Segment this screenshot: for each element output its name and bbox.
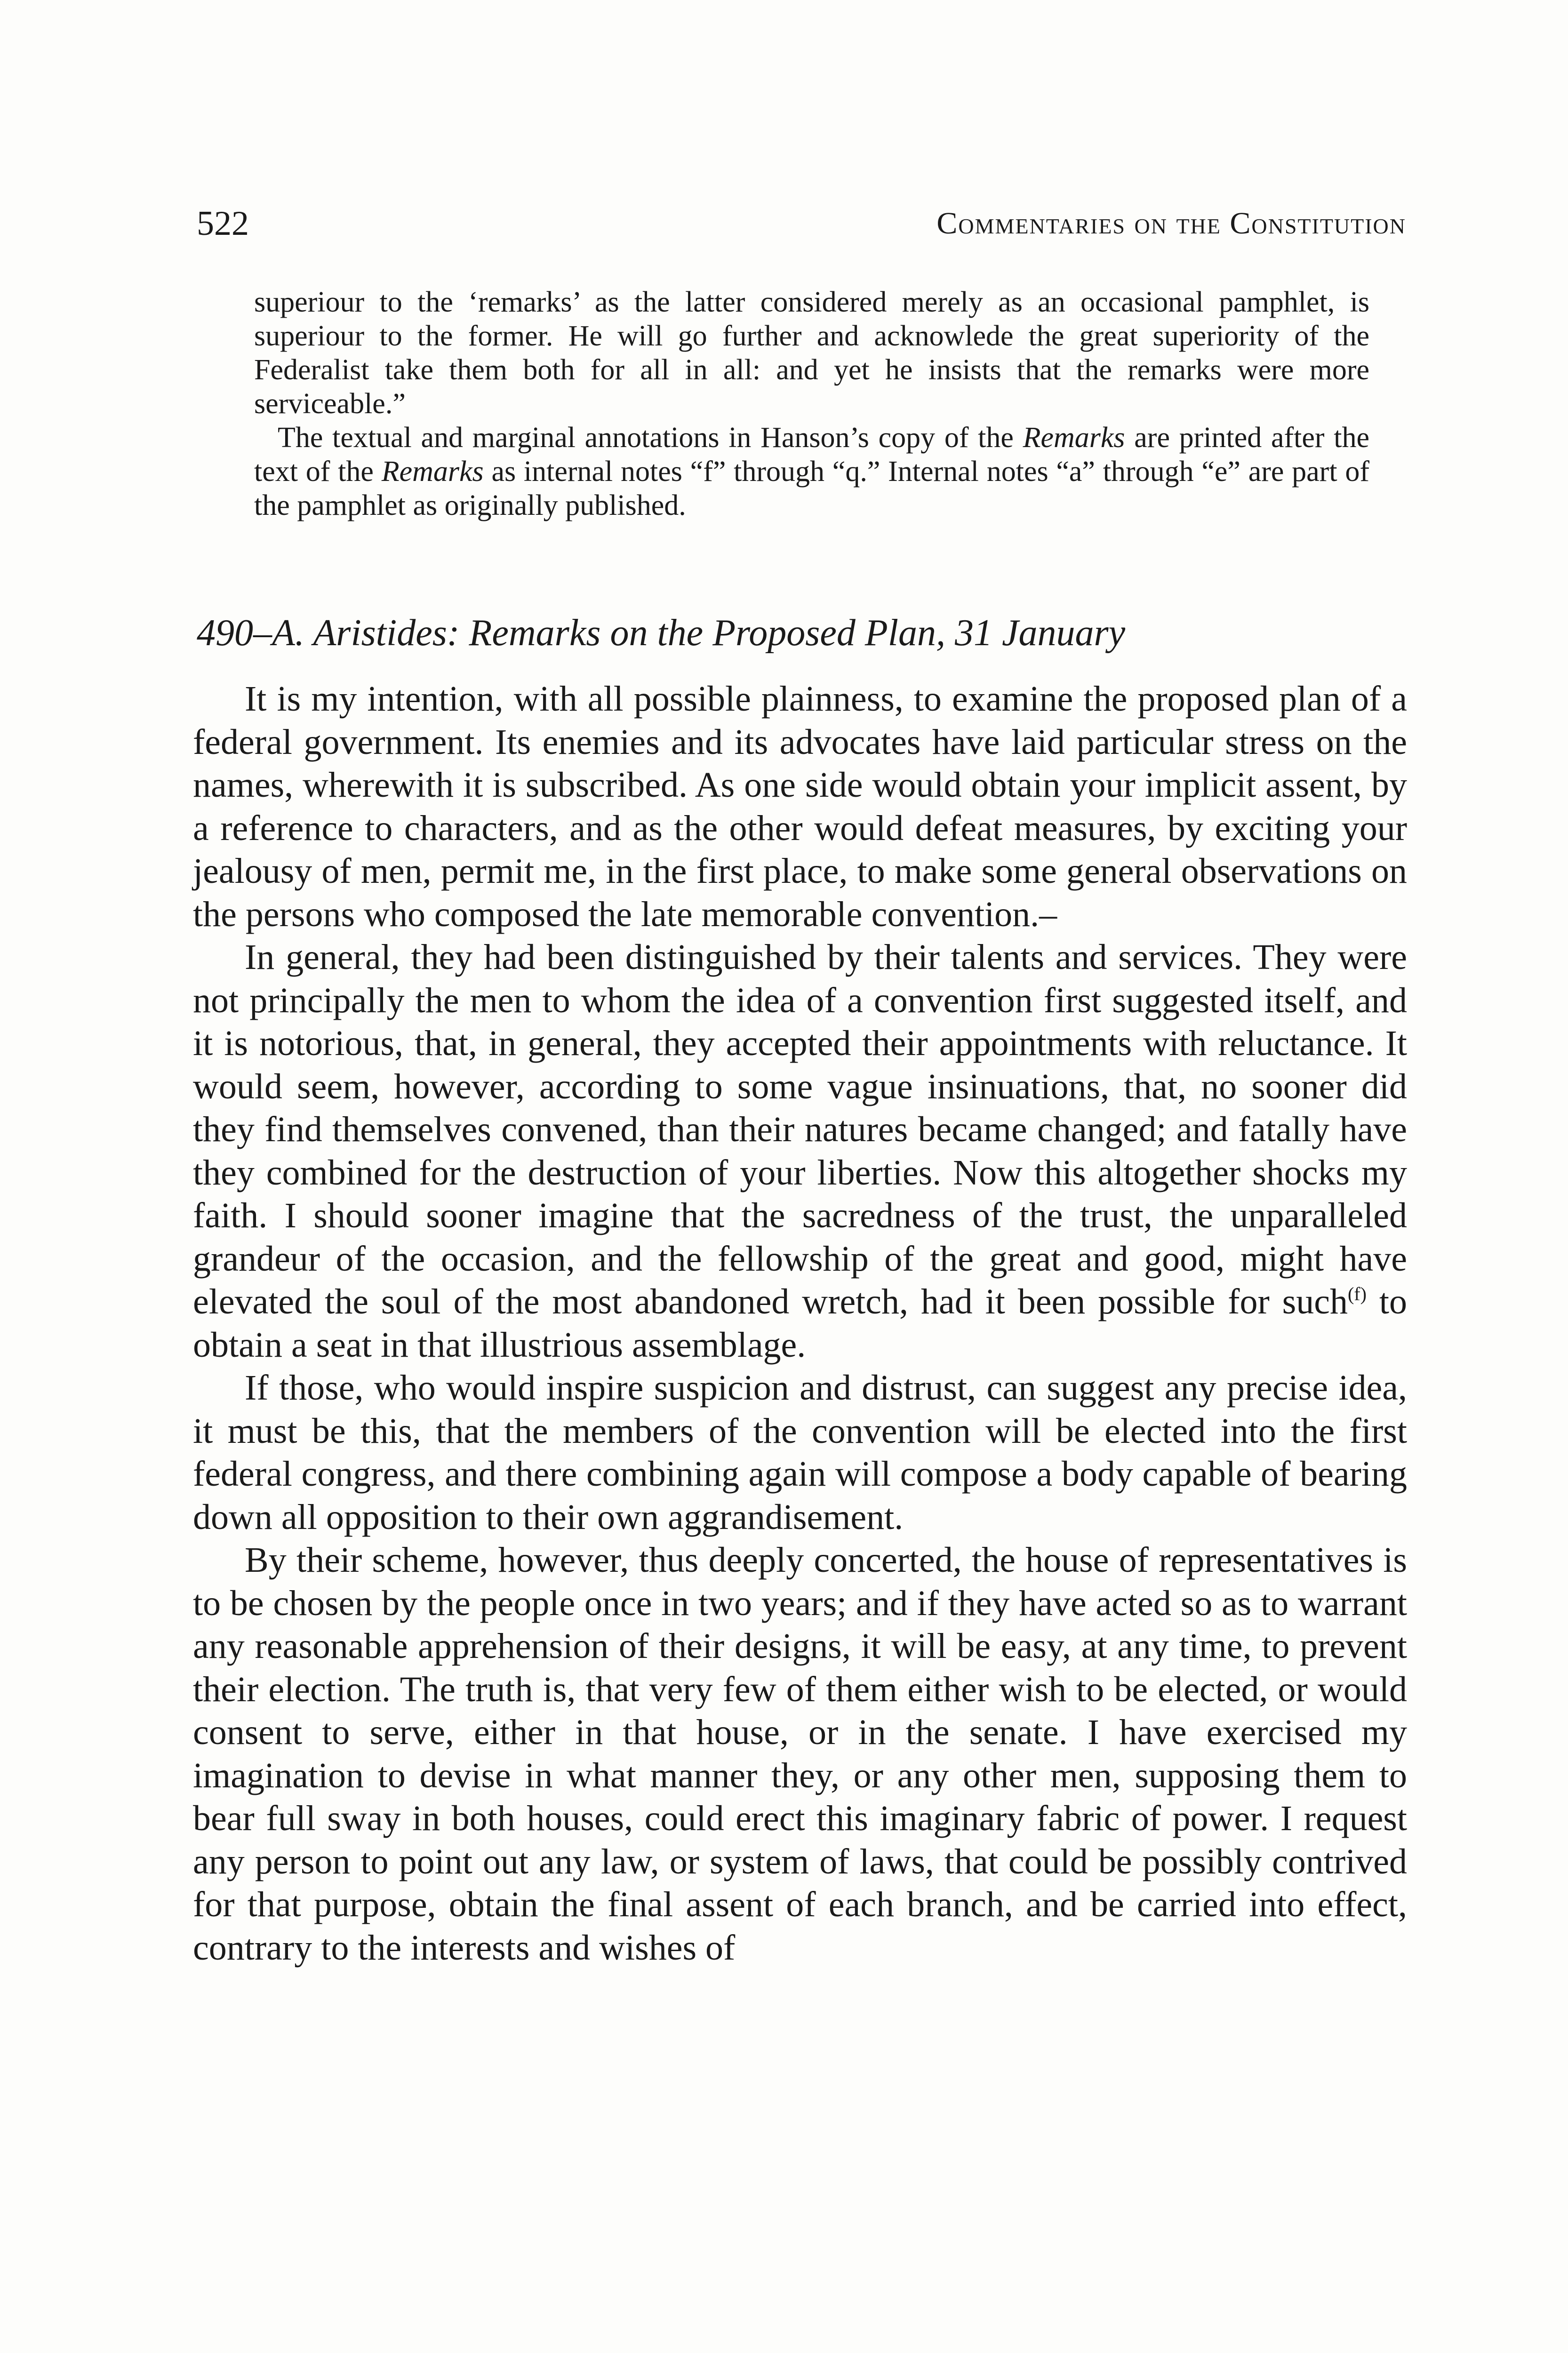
footnote-marker: (f) [1347, 1283, 1367, 1305]
document-body [193, 678, 1407, 1969]
running-head [197, 198, 1406, 249]
page-number: 522 [197, 204, 249, 243]
body-text: to obtain a seat in that illustrious assemblage. [193, 1282, 1407, 1365]
editorial-note [254, 285, 1369, 522]
intro-text: are printed after the text of the [254, 422, 1369, 488]
body-paragraph-2 [193, 936, 1407, 1367]
intro-italic-title: Remarks [1023, 422, 1125, 454]
document-title: Aristides: Remarks on the Proposed Plan, 31 January [313, 612, 1126, 654]
body-paragraph-1: It is my intention, with all possible plainness, to examine the proposed plan of a federal government. Its enemies and its advocates have laid particular stress on the names, wherewith it is subscribed. As one side would obtain your implicit assent, by a reference to characters, and as the other would defeat measures, by exciting your jealousy of men, permit me, in the first place, to make some general observations on the persons who composed the late memorable convention.– [193, 679, 1407, 934]
body-paragraph-3: If those, who would inspire suspicion and distrust, can suggest any precise idea, it must be this, that the members of the convention will be elected into the first federal congress, and there combining again will compose a body capable of bearing down all opposition to their own aggrandisement. [193, 1368, 1407, 1537]
intro-italic-title: Remarks [381, 456, 484, 488]
intro-paragraph-1: superiour to the ‘remarks’ as the latter considered merely as an occasional pamphlet, is superiour to the former. He will go further and acknowlede the great superiority of the Federalist take them both for all in all: and yet he insists that the remarks were more serviceable.” [254, 286, 1369, 420]
running-title: Commentaries on the Constitution [936, 206, 1406, 240]
intro-paragraph-2 [254, 421, 1369, 522]
document-number: 490–A. [197, 612, 304, 654]
intro-text: as internal notes “f” through “q.” Internal notes “a” through “e” are part of the pamphlet as originally published. [254, 456, 1369, 521]
body-text: In general, they had been distinguished by their talents and services. They were not principally the men to whom the idea of a convention first suggested itself, and it is notorious, that, in general, they accepted their appointments with reluctance. It would seem, however, according to some vague insinuations, that, no sooner did they find themselves convened, than their natures became changed; and fatally have they combined for the destruction of your liberties. Now this altogether shocks my faith. I should sooner imagine that the sacredness of the trust, the unparalleled grandeur of the occasion, and the fellowship of the great and good, might have elevated the soul of the most abandoned wretch, had it been possible for such [193, 937, 1407, 1321]
document-heading [197, 607, 1406, 659]
body-paragraph-4: By their scheme, however, thus deeply concerted, the house of representatives is to be chosen by the people once in two years; and if they have acted so as to warrant any reasonable apprehension of their designs, it will be easy, at any time, to prevent their election. The truth is, that very few of them either wish to be elected, or would consent to serve, either in that house, or in the senate. I have exercised my imagination to devise in what manner they, or any other men, supposing them to bear full sway in both houses, could erect this imaginary fabric of power. I request any person to point out any law, or system of laws, that could be possibly contrived for that purpose, obtain the final assent of each branch, and be carried into effect, contrary to the interests and wishes of [193, 1540, 1407, 1968]
intro-text: The textual and marginal annotations in Hanson’s copy of the [278, 422, 1023, 454]
